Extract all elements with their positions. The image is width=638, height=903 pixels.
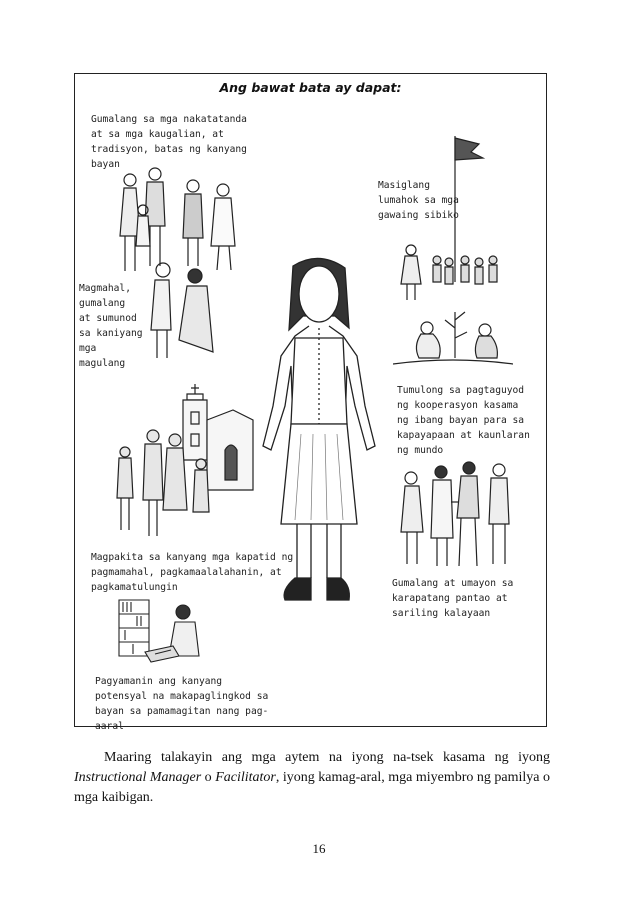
caption-siblings: Magpakita sa kanyang mga kapatid ng pagmamahal, pagkamaalalahanin, at pagkamatulungin [91, 552, 294, 593]
discussion-paragraph [74, 748, 550, 808]
standing-girl-illustration [251, 256, 387, 616]
values-illustration-box [74, 73, 547, 732]
caption-study: Pagyamanin ang kanyang potensyal na makapaglingkod sa bayan sa pamamagitan nang pag- aaral [95, 676, 269, 732]
page-number: 16 [312, 841, 326, 856]
body-text-part: Maaring talakayin ang mga aytem na iyong na-tsek kasama ng iyong [104, 750, 550, 765]
caption-civic-participation: Masiglang lumahok sa mga gawaing sibiko [378, 180, 459, 221]
handshake-illustration [397, 458, 517, 570]
church-family-illustration [113, 380, 255, 540]
box-heading: Ang bawat bata ay dapat: [219, 80, 402, 95]
library-study-illustration [115, 596, 215, 668]
body-text-or: o [201, 770, 216, 785]
flag-ceremony-illustration [393, 132, 513, 302]
instructional-manager-term: Instructional Manager [74, 770, 202, 785]
caption-love-parents: Magmahal, gumalang at sumunod sa kaniyang mga magulang [79, 283, 143, 369]
caption-human-rights: Gumalang at umayon sa karapatang pantao at sariling kalayaan [392, 578, 514, 619]
tree-planting-illustration [393, 298, 513, 368]
caption-world-cooperation: Tumulong sa pagtaguyod ng kooperasyon kasama ng ibang bayan para sa kapayapaan at kaunlaran ng mundo [397, 385, 530, 456]
body-text-end: , iyong kamag-aral, mga miyembro ng pamilya o mga kaibigan. [74, 770, 551, 805]
caption-respect-elders: Gumalang sa mga nakatatanda at sa mga kaugalian, at tradisyon, batas ng kanyang bayan [91, 114, 247, 170]
parents-illustration [135, 260, 225, 360]
facilitator-term: Facilitator [215, 770, 276, 785]
